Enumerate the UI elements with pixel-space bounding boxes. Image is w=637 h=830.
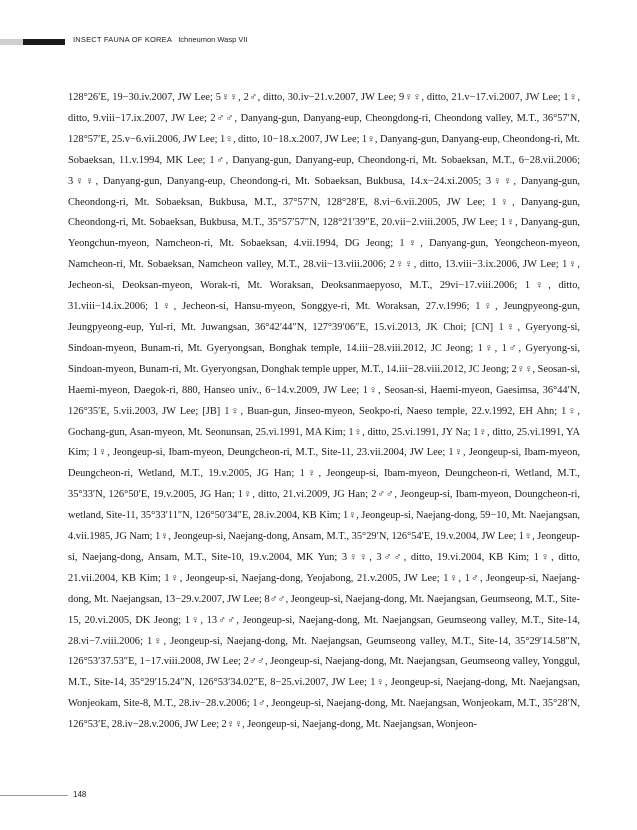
- header-accent-bar-dark: [23, 39, 65, 45]
- running-header: [73, 35, 248, 44]
- header-accent-bar-light: [0, 39, 23, 45]
- volume-title: Ichneumon Wasp VII: [178, 35, 248, 44]
- page-number: 148: [73, 790, 87, 799]
- series-title: INSECT FAUNA OF KOREA: [73, 35, 173, 44]
- specimen-records-paragraph: 128°26′E, 19−30.iv.2007, JW Lee; 5♀♀, 2♂, ditto, 30.iv−21.v.2007, JW Lee; 9♀♀, ditto, 21.v−17.vi.2007, JW Lee; 1♀, ditto, 9.viii−17.ix.2007, JW Lee; 2♂♂, Danyang-gun, Danyang-eup, Cheongdong-ri, Cheondong valley, M.T., 36°57′N, 128°57′E, 25.v−6.vii.2006, JW Lee; 1♀, ditto, 10−18.x.2007, JW Lee; 1♀, Danyang-gun, Danyang-eup, Cheondong-ri, Mt. Sobaeksan, 11.v.1994, MK Lee; 1♂, Danyang-gun, Danyang-eup, Cheondong-ri, Mt. Sobaeksan, M.T., 6−28.vii.2006; 3♀♀, Danyang-gun, Danyang-eup, Cheondong-ri, Mt. Sobaeksan, Bukbusa, 14.x−24.xi.2005; 3♀♀, Danyang-gun, Cheondong-ri, Mt. Sobaeksan, Bukbusa, M.T., 37°57′N, 128°28′E, 8.vi−6.vii.2005, JW Lee; 1♀, Danyang-gun, Cheondong-ri, Mt. Sobaeksan, Bukbusa, M.T., 35°57′57″N, 128°21′39″E, 20.vii−2.viii.2005, JW Lee; 1♀, Danyang-gun, Yeongchun-myeon, Namcheon-ri, Mt. Sobaeksan, 4.vii.1994, DG Jeong; 1♀, Danyang-gun, Yeongcheon-myeon, Namcheon-ri, Mt. Sobaeksan, Namcheon valley, M.T., 28.vii−13.viii.2006; 2♀♀, ditto, 13.viii−3.ix.2006, JW Lee; 1♀, Jecheon-si, Deoksan-myeon, Worak-ri, Mt. Woraksan, Deoksanmaepyoso, M.T., 29vi−17.viii.2006; 1♀, ditto, 31.viii−14.ix.2006; 1♀, Jecheon-si, Hansu-myeon, Songgye-ri, Mt. Woraksan, 27.v.1996; 1♀, Jeungpyeong-gun, Jeungpyeong-eup, Yul-ri, Mt. Juwangsan, 36°42′44″N, 127°39′06″E, 15.vi.2013, JK Choi; [CN] 1♀, Gyeryong-si, Sindoan-myeon, Bunam-ri, Mt. Gyeryongsan, Bonghak temple, 14.iii−28.viii.2012, JC Jeong; 1♀, 1♂, Gyeryong-si, Sindoan-myeon, Bunam-ri, Mt. Gyeryongsan, Donghak temple upper, M.T., 14.iii−28.viii.2012, JC Jeong; 2♀♀, Seosan-si, Haemi-myeon, Daegok-ri, 880, Hanseo univ., 6−14.v.2009, JW Lee; 1♀, Seosan-si, Haemi-myeon, Gaesimsa, 36°44′N, 126°35′E, 5.vii.2003, JW Lee; [JB] 1♀, Buan-gun, Jinseo-myeon, Seokpo-ri, Naeso temple, 22.v.1992, EH Ahn; 1♀, Gochang-gun, Asan-myeon, Mt. Seonunsan, 25.vi.1991, MA Kim; 1♀, ditto, 25.vi.1991, JY Na; 1♀, ditto, 25.vi.1991, YA Kim; 1♀, Jeongeup-si, Ibam-myeon, Deungcheon-ri, M.T., Site-11, 23.vii.2004, JW Lee; 1♀, Jeongeup-si, Ibam-myeon, Deungcheon-ri, Wetland, M.T., 19.v.2005, JG Han; 1♀, Jeongeup-si, Ibam-myeon, Deungcheon-ri, Wetland, M.T., 35°33′N, 126°50′E, 19.v.2005, JG Han; 1♀, ditto, 21.vi.2009, JG Han; 2♂♂, Jeongeup-si, Ibam-myeon, Doungcheon-ri, wetland, Site-11, 35°33′11″N, 126°50′34″E, 28.iv.2004, KB Kim; 1♀, Jeongeup-si, Naejang-dong, 59−10, Mt. Naejangsan, 4.vii.1985, JG Nam; 1♀, Jeongeup-si, Naejang-dong, Ansam, M.T., 35°29′N, 126°54′E, 19.v.2004, JW Lee; 1♀, Jeongeup-si, Naejang-dong, Ansam, M.T., Site-10, 19.v.2004, MK Yun; 3♀♀, 3♂♂, ditto, 19.vi.2004, KB Kim; 1♀, ditto, 21.vii.2004, KB Kim; 1♀, Jeongeup-si, Naejang-dong, Yeojabong, 21.v.2005, JW Lee; 1♀, 1♂, Jeongeup-si, Naejang-dong, Mt. Naejangsan, 13−29.v.2007, JW Lee; 8♂♂, Jeongeup-si, Naejang-dong, Mt. Naejangsan, Geumseong, M.T., Site-15, 20.vi.2005, DK Jeong; 1♀, 13♂♂, Jeongeup-si, Naejang-dong, Mt. Naejangsan, Geumseong valley, M.T., Site-14, 28.vi−7.viii.2006; 1♀, Jeongeup-si, Naejang-dong, Mt. Naejangsan, Geumseong valley, M.T., Site-14, 35°29′14.58″N, 126°53′37.53″E, 1−17.viii.2008, JW Lee; 2♂♂, Jeongeup-si, Naejang-dong, Mt. Naejangsan, Geumseong valley, Yonggul, M.T., Site-14, 35°29′15.24″N, 126°53′34.02″E, 8−25.vi.2007, JW Lee; 1♀, Jeongeup-si, Naejang-dong, Mt. Naejangsan, Wonjeokam, Site-8, M.T., 28.iv−28.v.2006; 1♂, Jeongeup-si, Naejang-dong, Mt. Naejangsan, Wonjeokam, M.T., 35°28′N, 126°53′E, 28.iv−28.v.2006, JW Lee; 2♀♀, Jeongeup-si, Naejang-dong, Mt. Naejangsan, Wonjeon-: [68, 92, 580, 731]
- footer-rule: [0, 795, 68, 796]
